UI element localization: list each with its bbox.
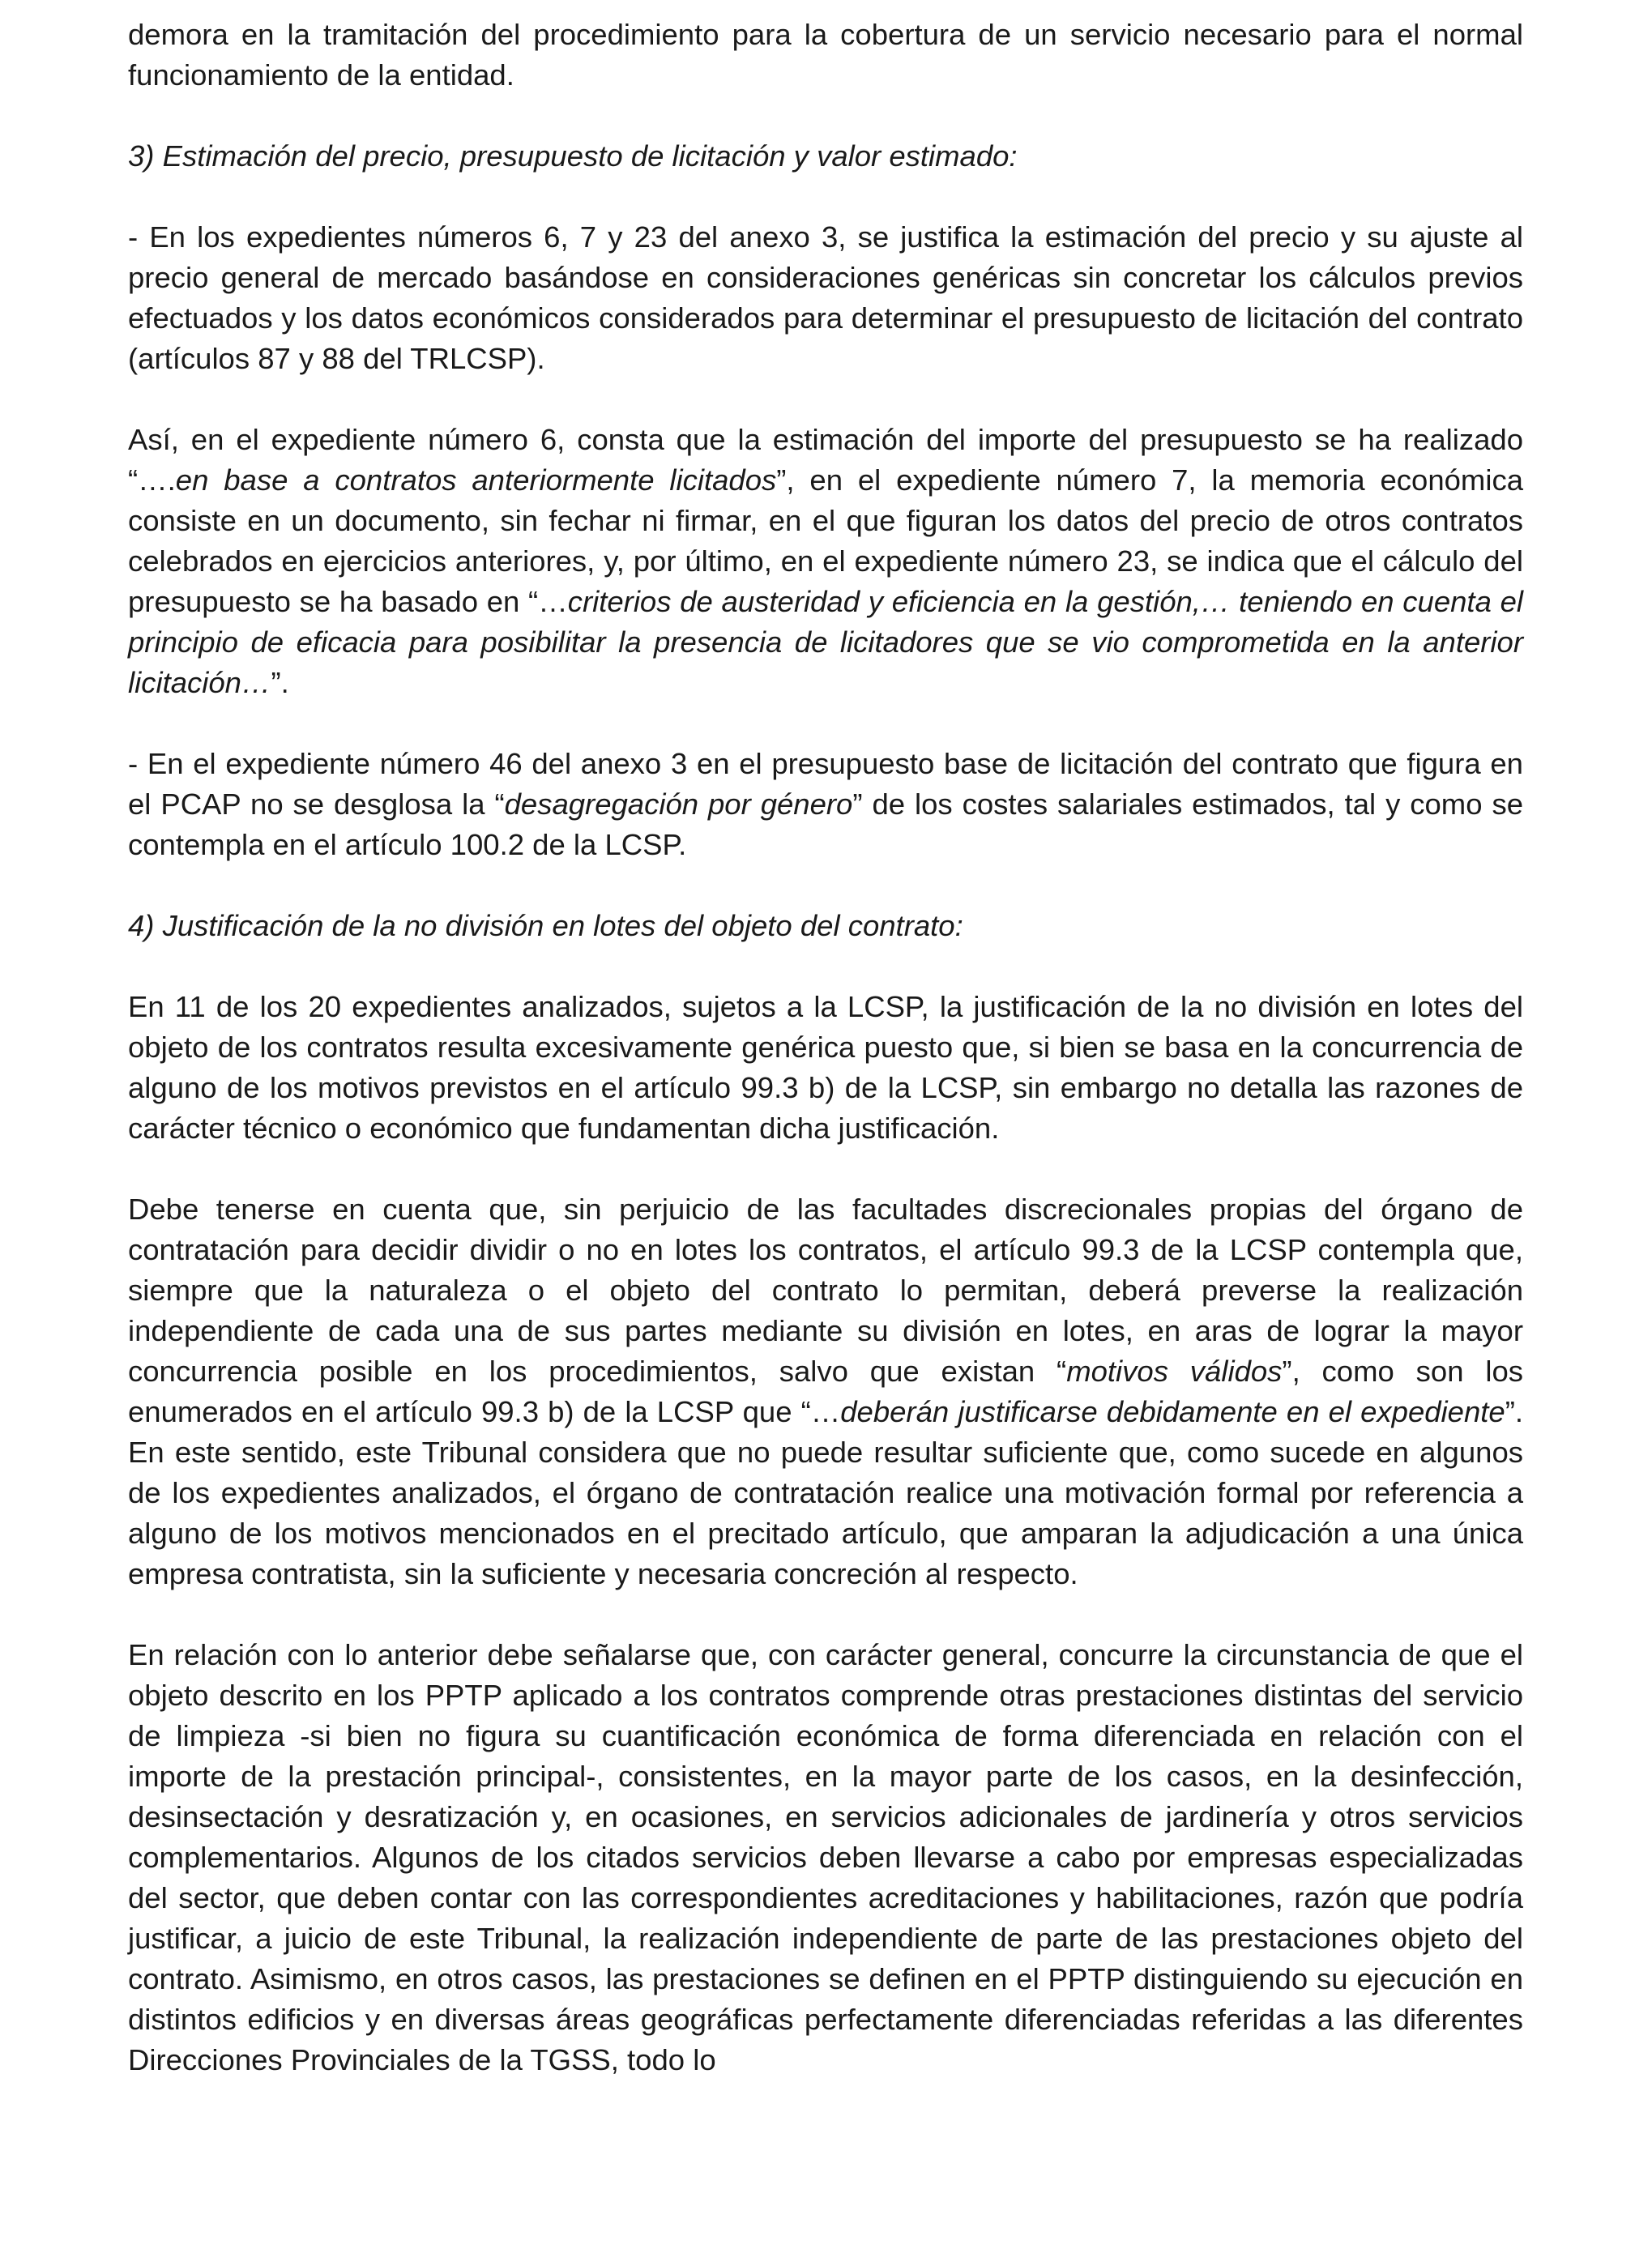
italic-quote: deberán justificarse debidamente en el expediente: [840, 1395, 1505, 1428]
paragraph-expedient-46: [128, 744, 1523, 865]
text-run: Así, en el expediente número 6, consta que la estimación del importe del presupuesto se ha realizado “….: [128, 423, 1523, 497]
paragraph-price-estimation: - En los expedientes números 6, 7 y 23 del anexo 3, se justifica la estimación del precio y su ajuste al precio general de mercado basándose en consideraciones genéricas sin concretar los cálculos previos efectuados y los datos económicos considerados para determinar el presupuesto de licitación del contrato (artículos 87 y 88 del TRLCSP).: [128, 220, 1523, 375]
paragraph-lots-justification: En 11 de los 20 expedientes analizados, sujetos a la LCSP, la justificación de la no división en lotes del objeto de los contratos resulta excesivamente genérica puesto que, si bien se basa en la concurrencia de alguno de los motivos previstos en el artículo 99.3 b) de la LCSP, sin embargo no detalla las razones de carácter técnico o económico que fundamentan dicha justificación.: [128, 990, 1523, 1145]
document-page: [128, 15, 1523, 2080]
text-run: ”. En este sentido, este Tribunal considera que no puede resultar suficiente que, como sucede en algunos de los expedientes analizados, el órgano de contratación realice una motivación formal por referencia a alguno de los motivos mencionados en el precitado artículo, que amparan la adjudicación a una única empresa contratista, sin la suficiente y necesaria concreción al respecto.: [128, 1395, 1523, 1590]
paragraph-discretionary-powers: [128, 1189, 1523, 1594]
paragraph-general-circumstance: En relación con lo anterior debe señalarse que, con carácter general, concurre la circunstancia de que el objeto descrito en los PPTP aplicado a los contratos comprende otras prestaciones distintas del servicio de limpieza -si bien no figura su cuantificación económica de forma diferenciada en relación con el importe de la prestación principal-, consistentes, en la mayor parte de los casos, en la desinfección, desinsectación y desratización y, en ocasiones, en servicios adicionales de jardinería y otros servicios complementarios. Algunos de los citados servicios deben llevarse a cabo por empresas especializadas del sector, que deben contar con las correspondientes acreditaciones y habilitaciones, razón que podría justificar, a juicio de este Tribunal, la realización independiente de parte de las prestaciones objeto del contrato. Asimismo, en otros casos, las prestaciones se definen en el PPTP distinguiendo su ejecución en distintos edificios y en diversas áreas geográficas perfectamente diferenciadas referidas a las diferentes Direcciones Provinciales de la TGSS, todo lo: [128, 1638, 1523, 2076]
italic-quote: desagregación por género: [504, 787, 853, 821]
italic-quote: criterios de austeridad y eficiencia en la gestión,… teniendo en cuenta el principio de eficacia para posibilitar la presencia de licitadores que se vio comprometida en la anterior licitación…: [128, 585, 1524, 699]
text-run: - En el expediente número 46 del anexo 3 en el presupuesto base de licitación del contrato que figura en el PCAP no se desglosa la “: [128, 747, 1523, 821]
italic-quote: en base a contratos anteriormente licitados: [175, 463, 777, 497]
text-run: Debe tenerse en cuenta que, sin perjuicio de las facultades discrecionales propias del órgano de contratación para decidir dividir o no en lotes los contratos, el artículo 99.3 de la LCSP contempla que, siempre que la naturaleza o el objeto del contrato lo permitan, deberá preverse la realización independiente de cada una de sus partes mediante su división en lotes, en aras de lograr la mayor concurrencia posible en los procedimientos, salvo que existan “: [128, 1193, 1523, 1388]
text-run: ”, en el expediente número 7, la memoria económica consiste en un documento, sin fechar ni firmar, en el que figuran los datos del precio de otros contratos celebrados en ejercicios anteriores, y, por último, en el expediente número 23, se indica que el cálculo del presupuesto se ha basado en “…: [128, 463, 1523, 618]
text-run: ”.: [271, 666, 289, 699]
text-run: ”, como son los enumerados en el artículo 99.3 b) de la LCSP que “…: [128, 1355, 1524, 1428]
paragraph-expedients-examples: [128, 420, 1523, 703]
section-heading-3: 3) Estimación del precio, presupuesto de licitación y valor estimado:: [128, 139, 1018, 173]
text-run: ” de los costes salariales estimados, tal y como se contempla en el artículo 100.2 de la LCSP.: [128, 787, 1523, 861]
section-heading-4: 4) Justificación de la no división en lotes del objeto del contrato:: [128, 909, 963, 942]
paragraph-continuation: demora en la tramitación del procedimiento para la cobertura de un servicio necesario para el normal funcionamiento de la entidad.: [128, 18, 1523, 92]
italic-quote: motivos válidos: [1066, 1355, 1283, 1388]
